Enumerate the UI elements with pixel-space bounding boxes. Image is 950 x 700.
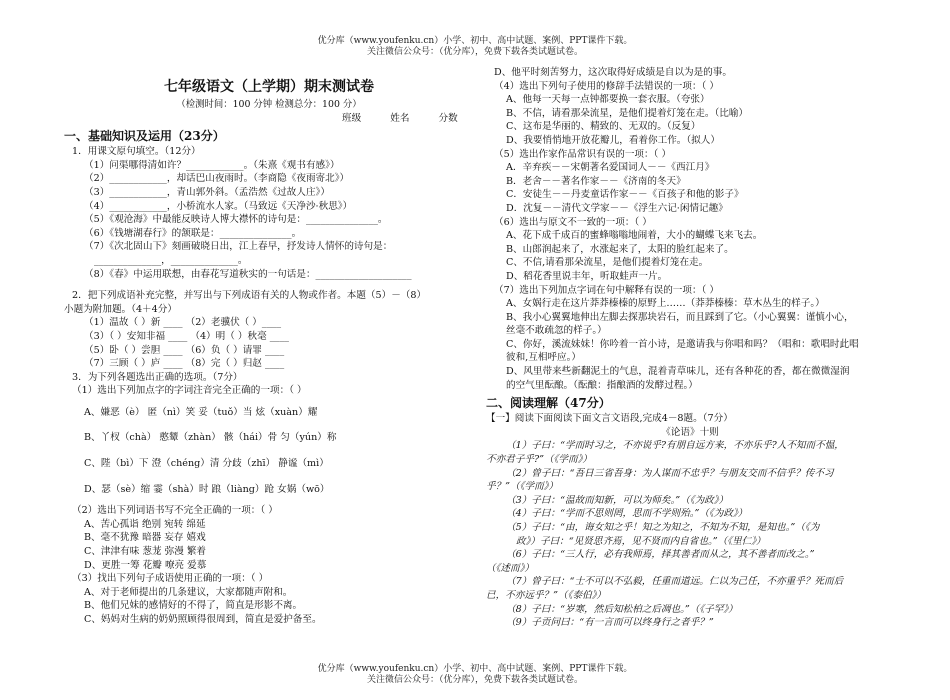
option-line: C、不信,请看那朵流星，是他们提着灯笼在走。 [506,257,709,269]
question-line: （2）选出下列词语书写不完全正确的一项：（ ） [72,505,278,517]
question-line: （7）选出下列加点字词在句中解释有误的一项：（ ） [494,284,720,296]
idiom-row: （1）温故（ ）新 ____ （2）老骥伏（ ）____ [84,317,282,329]
question-line: （4）____________，小桥流水人家。（马致远《天净沙·秋思》） [84,200,353,212]
option-line: C、津津有味 葱茏 弥漫 繁着 [84,546,207,558]
question-line: （5）《观沧海》中最能反映诗人博大襟怀的诗句是：_______________。 [84,214,388,226]
passage-line: （4）子曰：“学而不思则罔，思而不学则殆。”（《为政》） [506,508,748,520]
option-line: D、瑟（sè）缩 霎（shà）时 踉（liàng）跄 女娲（wō） [84,483,330,495]
passage-line: 政》）子曰：“见贤思齐焉，见不贤而内自省也。”（《里仁》） [516,535,766,547]
option-line: C、陛（bì）下 澄（chéng）清 分歧（zhī） 静谧（mì） [84,458,329,470]
option-line: D、风里带来些新翻泥土的气息，混着青草味儿，还有各种花的香，都在微微湿润 [506,366,850,378]
option-line: A、嫌恶（è） 匿（nì）笑 妥（tuǒ）当 炫（xuàn）耀 [84,406,318,418]
question-line: （8）《春》中运用联想，由春花写道秋实的一句话是：____________________ [84,268,412,280]
option-line: A、花下成千成百的蜜蜂嗡嗡地闹着，大小的蝴蝶飞来飞去。 [506,230,763,242]
question-line: （6）《钱塘湖春行》的颔联是：_______________。 [84,227,302,239]
idiom-row: （7）三顾（ ）庐 ____ （8）完（ ）归赵 ____ [84,358,285,370]
header-line-1: 优分库（www.youfenku.cn）小学、初中、高中试题、案例、PPT课件下载。 [317,36,633,46]
option-line: D、他平时刻苦努力，这次取得好成绩是自以为是的事。 [494,67,732,78]
question-stem: 2．把下列成语补充完整，并写出与下列成语有关的人物或作者。本题（5）－（8） [72,290,427,302]
passage-line: （8）子曰：“岁寒，然后知松柏之后凋也。”（《子罕》） [506,603,738,615]
option-line: A．辛弃疾－－宋朝著名爱国词人－－《西江月》 [506,162,715,174]
option-line: A、女娲行走在这片莽莽榛榛的原野上……（莽莽榛榛：草木丛生的样子。） [506,298,825,310]
question-stem: 1．用课文原句填空。（12分） [72,146,201,158]
option-line: B、毫不犹豫 暗器 妄存 嬉戏 [84,532,206,544]
option-line: B、山郎润起来了，水涨起来了，太阳的脸红起来了。 [506,243,734,255]
option-line: B、他们兄妹的感情好的不得了，简直是形影不离。 [84,600,303,612]
option-line: A、苦心孤诣 绝别 宛转 绵延 [84,518,206,530]
section-heading: 二、阅读理解（47分） [486,396,611,411]
option-line: 丝毫不敢疏忽的样子。） [506,325,607,337]
option-line: 的空气里酝酿。（酝酿：指酿酒的发酵过程。） [506,379,698,391]
page-footer [0,664,950,686]
passage-line: 不亦君子乎?”（《学而》） [486,454,592,466]
passage-line: 已，不亦远乎？”（《泰伯》） [486,589,607,601]
passage-line: （6）子曰：“三人行，必有我师焉，择其善者而从之，其不善者而改之。” [506,549,815,561]
option-line: C、妈妈对生病的奶奶照顾得很周到，简直是爱护备至。 [84,614,322,625]
question-line: ______________，______________。 [94,254,248,266]
question-line: （3）找出下列句子成语使用正确的一项：（ ） [72,573,269,585]
question-line: （1）选出下列加点字的字词注音完全正确的一项：（ ） [72,385,307,397]
question-line: 小题为附加题。（4＋4分） [64,303,177,315]
passage-line: （《述而》） [486,562,534,574]
passage-title: 《论语》十则 [661,426,719,438]
question-line: （5）选出作家作品常识有误的一项：（ ） [494,148,672,160]
passage-line: （3）子曰：“温故而知新，可以为师矣。”（《为政》） [506,494,729,506]
option-line: C、你好，溪流妹妹！你吟着一首小诗，是邀请我与你唱和吗？（唱和：歌唱时此唱 [506,338,859,350]
option-line: A、对于老师提出的几条建议，大家都随声附和。 [84,586,293,598]
passage-intro: 【一】阅读下面阅读下面文言文语段,完成4－8题。（7分） [486,413,733,425]
footer-line-1: 优分库（www.youfenku.cn）小学、初中、高中试题、案例、PPT课件下载。 [317,664,633,674]
idiom-row: （5）卧（ ）尝胆 ____ （6）负（ ）请罪 ____ [84,344,285,356]
exam-meta: （检测时间：100 分钟 检测总分：100 分） [176,99,362,110]
option-line: B．老舍－－著名作家－－《济南的冬天》 [506,175,686,187]
question-line: （3）____________，青山郭外斜。（孟浩然《过故人庄》） [84,186,330,198]
student-fields [64,112,474,126]
exam-title: 七年级语文（上学期）期末测试卷 [164,79,374,95]
footer-line-2: 关注微信公众号：（优分库），免费下载各类试题试卷。 [366,675,583,685]
option-line: B、我小心翼翼地伸出左脚去探那块岩石，而且踩到了它。（小心翼翼：谨慎小心， [506,311,854,323]
left-column [64,76,474,627]
question-stem: 3．为下列各题选出正确的选项。（7分） [72,371,243,383]
question-line: （7）《次北固山下》刻画破晓日出，江上春早，抒发诗人情怀的诗句是： [84,241,393,253]
section-heading: 一、基础知识及运用（23分） [64,129,225,144]
option-line: D、我要悄悄地开放花瓣儿，看着你工作。（拟人） [506,134,720,146]
class-field: 班级 [342,112,362,124]
option-line: 彼和,互相呼应。） [506,352,581,364]
score-field: 分数 [438,112,458,124]
right-column [486,66,894,630]
passage-line: 乎？”（《学而》） [486,481,559,493]
name-field: 姓名 [390,112,410,124]
option-line: D、稻花香里说丰年，听取蛙声一片。 [506,270,668,282]
idiom-row: （3）（ ）安知非福 ____ （4）明（ ）秋毫 ____ [84,330,289,342]
option-line: B、不信，请看那朵流星，是他们提着灯笼在走。（比喻） [506,107,749,119]
option-line: A、他每一天每一点钟都要换一套衣服。（夸张） [506,94,710,106]
question-line: （6）选出与原文不一致的一项：（ ） [494,216,652,228]
question-line: （2）____________，却话巴山夜雨时。（李商隐《夜雨寄北》） [84,173,350,185]
option-line: C．安徒生－－丹麦童话作家－－《百孩子和他的影子》 [506,189,744,201]
passage-line: （2）曾子曰：“吾日三省吾身：为人谋而不忠乎？与朋友交而不信乎？传不习 [506,467,834,479]
option-line: D．沈复－－清代文学家－－《浮生六记·闲情记趣》 [506,202,728,214]
question-line: （4）选出下列句子使用的修辞手法错误的一项：（ ） [494,80,720,92]
header-line-2: 关注微信公众号：（优分库），免费下载各类试题试卷。 [366,47,583,57]
passage-line: （5）子曰：“由，诲女知之乎！知之为知之，不知为不知，是知也。”（《为 [506,522,820,533]
option-line: D、更胜一筹 花瓣 嘹亮 爱慕 [84,559,207,571]
question-line: （1）问渠哪得清如许？____________。（朱熹《观书有感》） [84,159,340,171]
page-header [0,36,950,58]
passage-line: （7）曾子曰：“士不可以不弘毅，任重而道远。仁以为己任，不亦重乎？死而后 [506,576,844,588]
option-line: B、丫杈（chà） 憨颦（zhàn） 骸（hái）骨 匀（yún）称 [84,432,337,444]
passage-line: （9）子贡问曰：“有一言而可以终身行之者乎？” [506,617,714,629]
option-line: C、这布是华丽的、精致的、无双的。（反复） [506,121,701,133]
passage-line: （1）子曰：“学而时习之，不亦说乎?有朋自远方来，不亦乐乎?人不知而不愠， [506,440,844,452]
